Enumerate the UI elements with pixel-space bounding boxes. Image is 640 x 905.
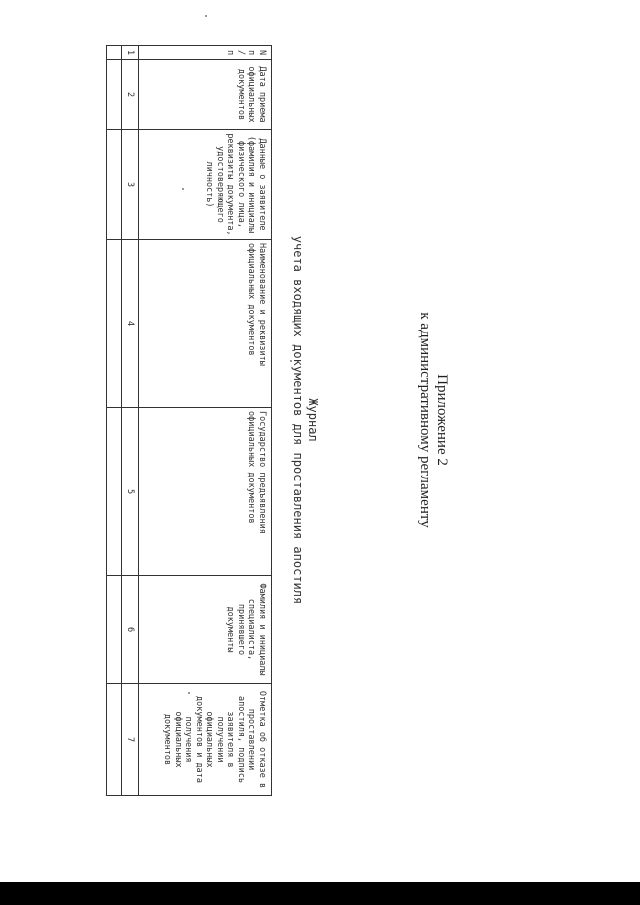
table-cell	[107, 684, 122, 796]
column-number: 7	[121, 684, 139, 796]
rotated-page	[90, 20, 450, 820]
table-row	[107, 46, 122, 796]
header-cell: N п/п	[139, 46, 272, 60]
table-cell	[107, 408, 122, 576]
table-cell	[107, 576, 122, 684]
column-number: 3	[121, 130, 139, 240]
table-cell	[107, 46, 122, 60]
scan-speck	[205, 15, 207, 17]
journal-heading	[290, 20, 320, 820]
header-cell: Отметка об отказе в проставлении апостиля, подпись заявителя в получении официальных документов и дата получения официальных документов	[139, 684, 272, 796]
table-cell	[107, 60, 122, 130]
appendix-number: Приложение 2	[434, 374, 450, 466]
column-number: 1	[121, 46, 139, 60]
appendix-reference: к административному регламенту	[417, 312, 433, 528]
scan-bottom-bar	[0, 882, 640, 905]
header-cell: Данные о заявителе (фамилия и инициалы физического лица, реквизиты документа, удостоверяющего личность)	[139, 130, 272, 240]
header-cell: Государство предъявления официальных документов	[139, 408, 272, 576]
column-number-row	[121, 46, 139, 796]
column-number: 5	[121, 408, 139, 576]
table-cell	[107, 130, 122, 240]
column-number: 4	[121, 240, 139, 408]
journal-title: Журнал	[306, 398, 320, 442]
table-cell	[107, 240, 122, 408]
header-cell: Дата приема официальных документов	[139, 60, 272, 130]
header-cell: Фамилия и инициалы специалиста, принявшего документы	[139, 576, 272, 684]
header-cell: Наименование и реквизиты официальных документов	[139, 240, 272, 408]
column-number: 6	[121, 576, 139, 684]
appendix-heading	[416, 20, 450, 820]
table-header-row	[139, 46, 272, 796]
journal-table	[106, 45, 272, 796]
column-number: 2	[121, 60, 139, 130]
journal-subtitle: учета входящих документов для проставления апостиля	[291, 235, 305, 605]
